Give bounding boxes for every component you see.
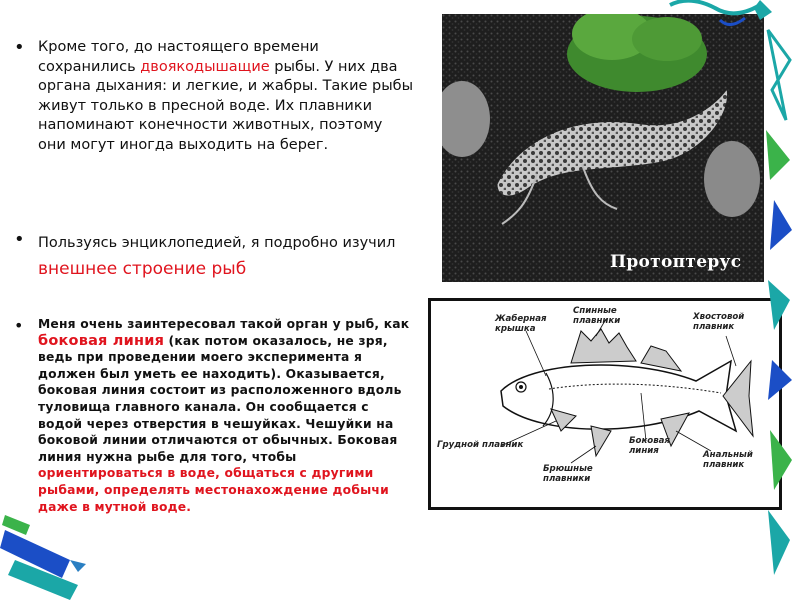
ventral-fin [591, 426, 611, 456]
paragraph-dvoyakodyshashchie [14, 38, 414, 155]
dorsal-fin-1 [571, 329, 636, 363]
paragraph-text: Меня очень заинтересовал такой орган у рыб, как боковая линия (как потом оказалось, не зря, ведь при проведении моего эксперимента я должен был уметь ее находить). Оказывается, боковая линия состоит из расположенного вдоль туловища главного канала. Он сообщается с водой через отверстия в чешуйках. Чешуйки на боковой линии отличаются от обычных. Боковая линия нужна рыбе для того, чтобы ориентироваться в воде, общаться с другими рыбами, определять местонахождение добычи даже в мутной воде. [38, 317, 410, 514]
fish-body [501, 361, 736, 431]
paragraph-external-structure [14, 230, 414, 283]
label-gill-cover: Жаберная крышка [495, 314, 547, 334]
label-ventral-fins: Брюшные плавники [543, 464, 593, 484]
label-anal-fin: Анальный плавник [703, 450, 753, 470]
highlight-dvoyakodyshashchie: двоякодышащие [140, 58, 270, 75]
highlight-lateral-line: боковая линия [38, 332, 165, 349]
paragraph-text: Пользуясь энциклопедией, я подробно изучил внешнее строение рыб [38, 235, 396, 279]
marker-pen-icon [0, 500, 90, 600]
fish-structure-diagram [428, 298, 782, 510]
bullet-marker: • [14, 316, 24, 335]
label-tail-fin: Хвостовой плавник [693, 312, 745, 332]
decor-ribbon-right [760, 0, 800, 600]
photo-caption: Протоптерус [610, 252, 742, 272]
bullet-marker: • [14, 229, 25, 250]
paragraph-lateral-line [14, 316, 414, 515]
label-dorsal-fins: Спинные плавники [573, 306, 621, 326]
dorsal-fin-2 [641, 346, 681, 371]
label-pectoral-fin: Грудной плавник [437, 440, 524, 450]
highlight-external-structure: внешнее строение рыб [38, 259, 247, 279]
bullet-marker: • [14, 37, 25, 58]
highlight-lateral-line-purpose: ориентироваться в воде, общаться с другими рыбами, определять местонахождение добычи даже в мутной воде. [38, 466, 389, 514]
label-lateral-line: Боковая линия [629, 436, 670, 456]
paragraph-text: Кроме того, до настоящего времени сохранились двоякодышащие рыбы. У них два органа дыхания: и легкие, и жабры. Такие рыбы живут только в пресной воде. Их плавники напоминают конечности животных, поэтому они могут иногда выходить на берег. [38, 39, 414, 153]
